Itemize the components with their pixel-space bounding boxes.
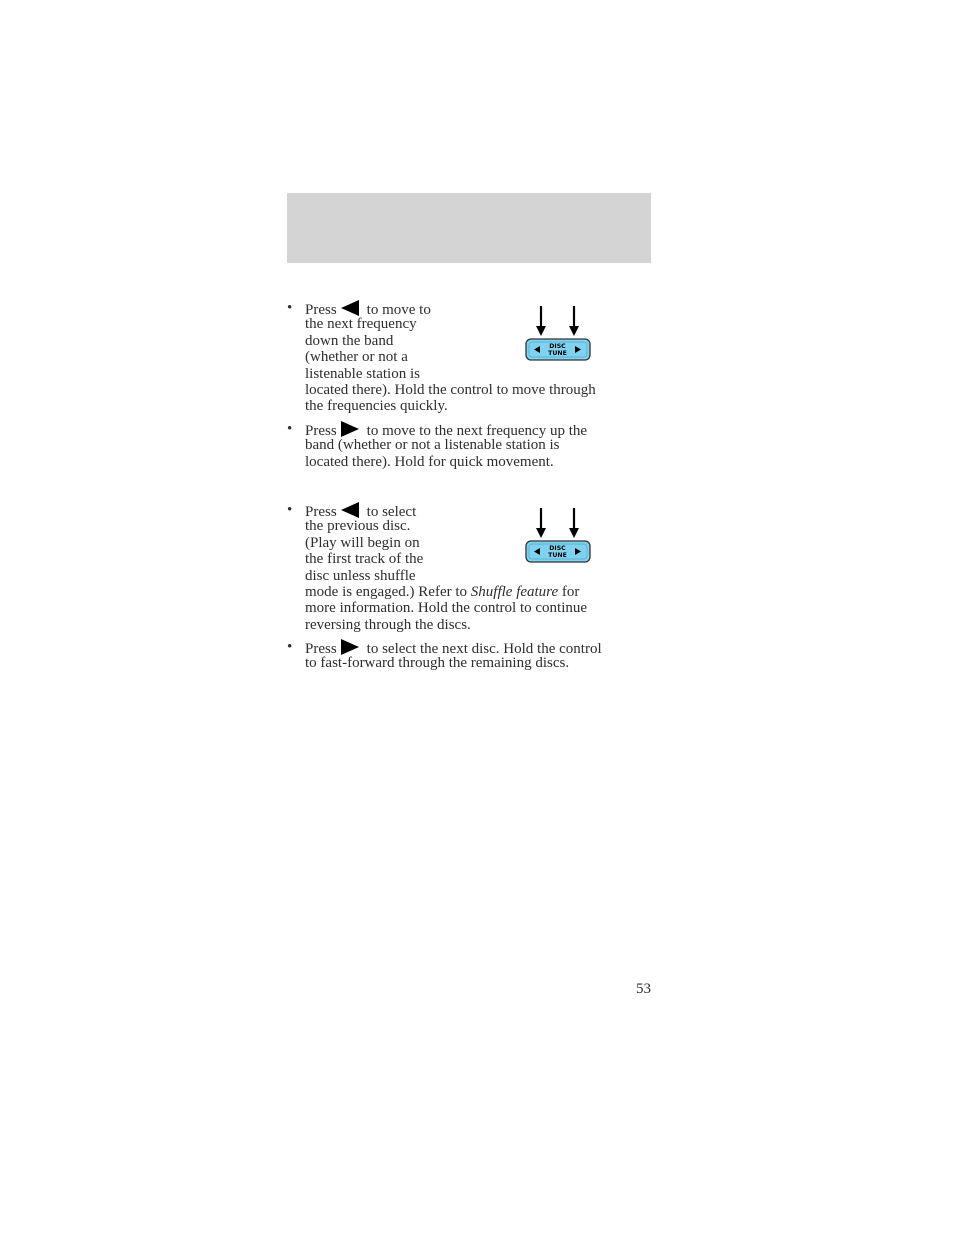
line-text: for (558, 584, 580, 600)
paragraph-line: located there). Hold for quick movement. (305, 453, 554, 470)
paragraph-line: (whether or not a (305, 349, 408, 366)
section-header-band (287, 193, 651, 263)
paragraph-line: down the band (305, 332, 394, 349)
down-arrow-icon (536, 306, 546, 336)
button-label-tune: TUNE (548, 552, 567, 559)
paragraph-line: more information. Hold the control to continue (305, 600, 588, 617)
bullet-marker: • (287, 300, 293, 316)
down-arrow-icon (569, 306, 579, 336)
paragraph-line: (Play will begin on (305, 534, 420, 551)
paragraph-line: reversing through the discs. (305, 616, 471, 633)
disc-tune-button-diagram (520, 304, 596, 366)
disc-tune-button-diagram (520, 506, 596, 568)
paragraph-line: the first track of the (305, 551, 424, 568)
line-text: to move to the next frequency up the (366, 423, 588, 439)
paragraph-line (305, 584, 579, 600)
paragraph-line: band (whether or not a listenable station is (305, 437, 560, 454)
paragraph-line: the frequencies quickly. (305, 398, 448, 415)
press-label: Press (305, 423, 337, 439)
press-label: Press (305, 641, 337, 657)
bullet-marker: • (287, 502, 293, 518)
paragraph-line: disc unless shuffle (305, 567, 416, 584)
line-text: to select the next disc. Hold the control (366, 641, 602, 657)
down-arrow-icon (536, 508, 546, 538)
page-number: 53 (636, 981, 651, 997)
paragraph-line: located there). Hold the control to move through (305, 382, 596, 398)
button-label-tune: TUNE (548, 350, 567, 357)
paragraph-line: to fast-forward through the remaining discs. (305, 655, 570, 672)
paragraph-line: the previous disc. (305, 518, 411, 535)
paragraph-line: listenable station is (305, 365, 420, 382)
button-label-disc: DISC (549, 545, 566, 552)
button-label-disc: DISC (549, 343, 566, 350)
line-text: to select (366, 504, 417, 520)
down-arrow-icon (569, 508, 579, 538)
press-label: Press (305, 504, 337, 520)
line-text: mode is engaged.) Refer to (305, 584, 471, 600)
paragraph-line: the next frequency (305, 316, 417, 333)
bullet-marker: • (287, 639, 293, 655)
shuffle-feature-reference: Shuffle feature (470, 584, 559, 600)
bullet-marker: • (287, 421, 293, 437)
press-label: Press (305, 302, 337, 318)
line-text: to move to (366, 302, 431, 318)
